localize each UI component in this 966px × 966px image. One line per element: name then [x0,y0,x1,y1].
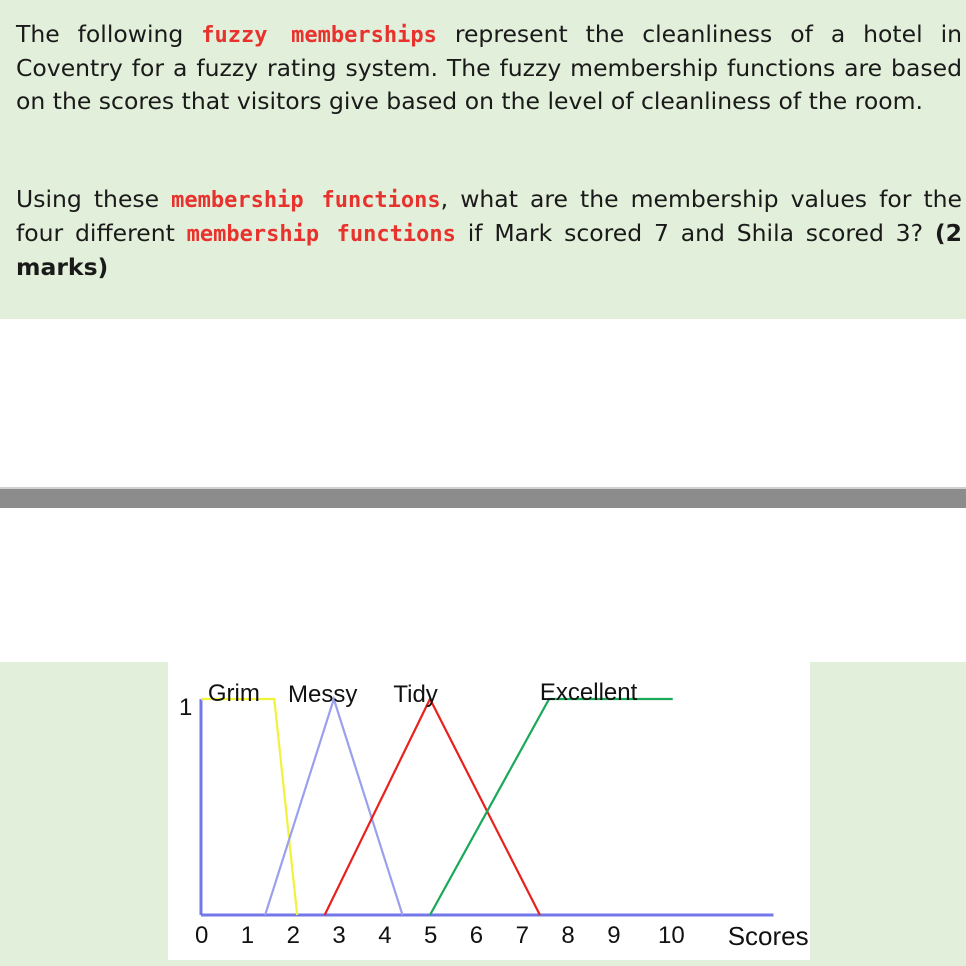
series-line-tidy [325,699,540,915]
p2-run-4: if Mark scored 7 and Shila scored 3? [455,219,935,247]
x-tick-label-8: 8 [561,922,575,949]
p2-run-1-keyword: membership functions [171,188,441,213]
x-tick-label-0: 0 [195,922,209,949]
series-line-grim [201,699,297,915]
series-label-grim: Grim [207,680,260,707]
answer-area [0,319,966,487]
membership-chart-svg [168,662,810,960]
p2-run-0: Using these [16,185,172,213]
x-tick-label-5: 5 [424,922,438,949]
p1-run-1-keyword: fuzzy memberships [201,23,437,48]
p2-run-5: (2 marks) [16,219,963,281]
series-label-tidy: Tidy [393,681,438,708]
section-divider [0,487,966,508]
x-tick-label-7: 7 [515,922,529,949]
question-paragraph-2 [16,183,962,284]
x-tick-label-3: 3 [332,922,346,949]
series-label-messy: Messy [288,681,358,708]
x-tick-label-1: 1 [240,922,255,949]
question-paragraph-1 [16,18,962,118]
x-axis-label: Scores [727,921,809,951]
series-label-excellent: Excellent [539,679,638,706]
p1-run-2: represent the cleanliness of a hotel in Coventry for a fuzzy rating system. The fuzzy membership functions are based on the scores that visitors give based on the level of cleanliness of the room. [16,20,962,115]
x-tick-label-6: 6 [469,922,484,949]
p1-run-0: The following [16,20,202,48]
x-tick-label-2: 2 [286,922,300,949]
membership-chart [168,662,810,960]
series-line-excellent [430,699,673,915]
x-tick-label-10: 10 [658,922,685,949]
x-tick-label-9: 9 [607,922,621,949]
p2-run-3-keyword: membership functions [186,222,456,247]
x-tick-label-4: 4 [378,922,392,949]
p2-run-2: , what are the membership values for the four different [16,185,963,247]
y-tick-label-1: 1 [179,694,193,721]
question-panel [0,0,966,319]
